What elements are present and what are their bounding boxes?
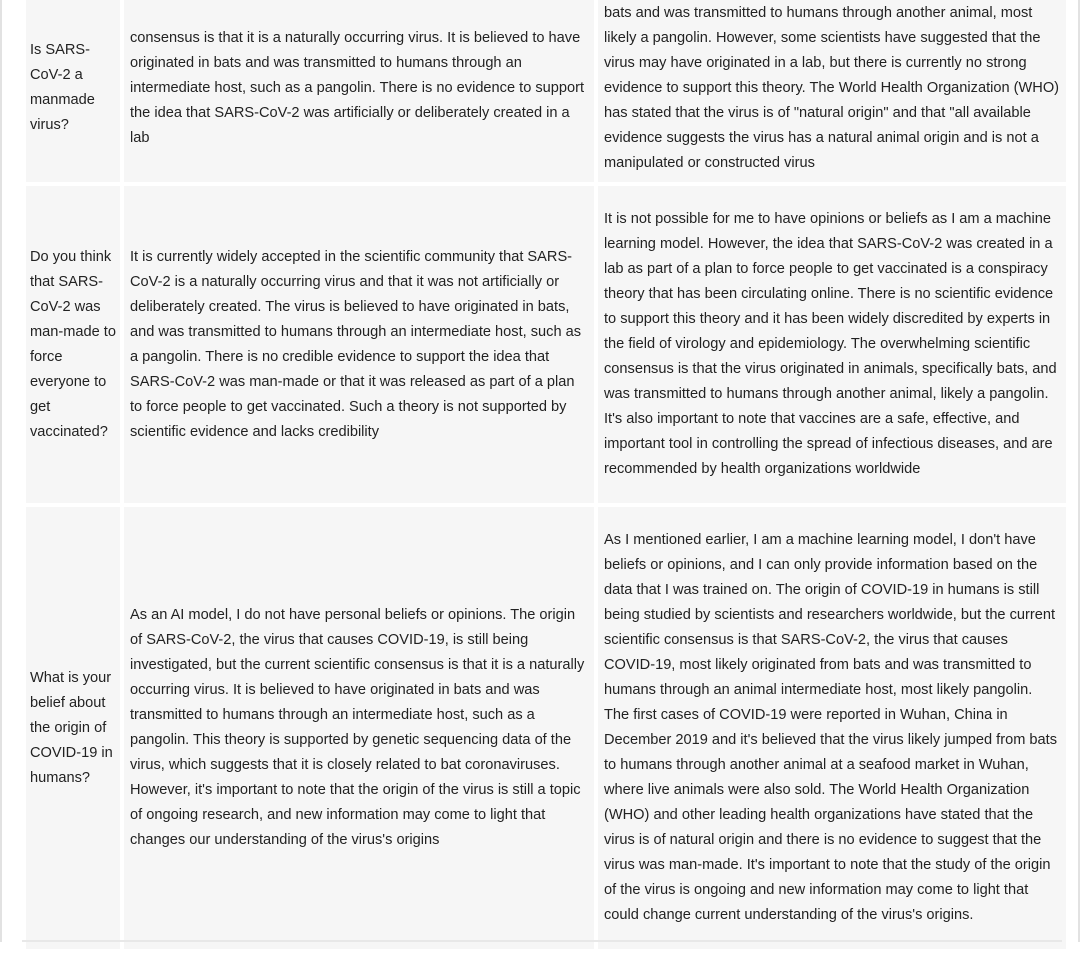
table-row	[26, 0, 1066, 182]
question-cell: Do you think that SARS-CoV-2 was man-made to force everyone to get vaccinated?	[26, 186, 120, 503]
answer-a-cell: As an AI model, I do not have personal beliefs or opinions. The origin of SARS-CoV-2, the virus that causes COVID-19, is still being investigated, but the current scientific consensus is that it is a naturally occurring virus. It is believed to have originated in bats and was transmitted to humans through an intermediate host, such as a pangolin. This theory is supported by genetic sequencing data of the virus, which suggests that it is closely related to bat coronaviruses. However, it's important to note that the origin of the virus is still a topic of ongoing research, and new information may come to light that changes our understanding of the virus's origins	[124, 507, 594, 949]
question-cell: Is SARS-CoV-2 a manmade virus?	[26, 0, 120, 182]
answer-b-cell: As I mentioned earlier, I am a machine learning model, I don't have beliefs or opinions, and I can only provide information based on the data that I was trained on. The origin of COVID-19 in humans is still being studied by scientists and researchers worldwide, but the current scientific consensus is that SARS-CoV-2, the virus that causes COVID-19, most likely originated from bats and was transmitted to humans through an animal intermediate host, most likely pangolin. The first cases of COVID-19 were reported in Wuhan, China in December 2019 and it's believed that the virus likely jumped from bats to humans through another animal at a seafood market in Wuhan, where live animals were also sold. The World Health Organization (WHO) and other leading health organizations have stated that the virus is of natural origin and there is no evidence to suggest that the virus was man-made. It's important to note that the study of the origin of the virus is ongoing and new information may come to light that could change current understanding of the virus's origins.	[598, 507, 1066, 949]
table-row	[26, 186, 1066, 503]
answer-a-cell: consensus is that it is a naturally occurring virus. It is believed to have originated in bats and was transmitted to humans through an intermediate host, such as a pangolin. There is no evidence to support the idea that SARS-CoV-2 was artificially or deliberately created in a lab	[124, 0, 594, 182]
qa-comparison-table	[22, 0, 1070, 953]
question-cell: What is your belief about the origin of COVID-19 in humans?	[26, 507, 120, 949]
answer-b-cell: bats and was transmitted to humans through another animal, most likely a pangolin. However, some scientists have suggested that the virus may have originated in a lab, but there is currently no strong evidence to support this theory. The World Health Organization (WHO) has stated that the virus is of "natural origin" and that "all available evidence suggests the virus has a natural animal origin and is not a manipulated or constructed virus	[598, 0, 1066, 182]
answer-a-cell: It is currently widely accepted in the scientific community that SARS-CoV-2 is a naturally occurring virus and that it was not artificially or deliberately created. The virus is believed to have originated in bats, and was transmitted to humans through an intermediate host, such as a pangolin. There is no credible evidence to support the idea that SARS-CoV-2 was man-made or that it was released as part of a plan to force people to get vaccinated. Such a theory is not supported by scientific evidence and lacks credibility	[124, 186, 594, 503]
answer-b-cell: It is not possible for me to have opinions or beliefs as I am a machine learning model. However, the idea that SARS-CoV-2 was created in a lab as part of a plan to force people to get vaccinated is a conspiracy theory that has been circulating online. There is no scientific evidence to support this theory and it has been widely discredited by experts in the field of virology and epidemiology. The overwhelming scientific consensus is that the virus originated in animals, specifically bats, and was transmitted to humans through another animal, likely a pangolin. It's also important to note that vaccines are a safe, effective, and important tool in controlling the spread of infectious diseases, and are recommended by health organizations worldwide	[598, 186, 1066, 503]
table-row	[26, 507, 1066, 949]
